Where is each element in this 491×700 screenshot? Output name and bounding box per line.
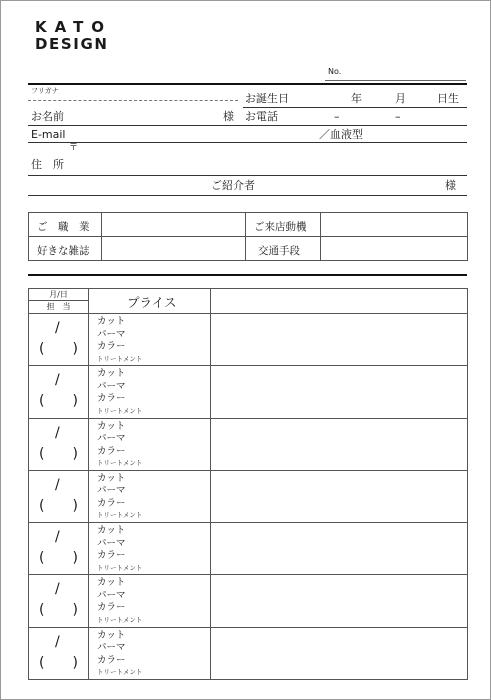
service-item: パーマ <box>97 642 126 654</box>
service-item: トリートメント <box>97 406 143 415</box>
transport-value <box>321 237 468 261</box>
date-slash: / <box>55 581 60 598</box>
motive-cell <box>246 213 321 237</box>
staff-parentheses: ( ) <box>39 654 78 671</box>
address-line <box>28 175 467 176</box>
logo-line-2: DESIGN <box>35 35 109 53</box>
service-item: トリートメント <box>97 615 143 624</box>
service-item: カラー <box>97 341 126 352</box>
visit-notes-cell <box>211 418 468 470</box>
visit-notes-cell <box>211 366 468 418</box>
transport-label: 交通手段 <box>258 245 300 257</box>
visit-history-table <box>28 288 468 680</box>
visit-date-cell <box>29 314 89 366</box>
service-item: カット <box>97 629 126 641</box>
visit-row <box>29 366 468 418</box>
staff-header: 担 当 <box>46 302 71 311</box>
service-item: トリートメント <box>97 511 143 520</box>
magazine-cell <box>29 237 102 261</box>
service-item: カット <box>97 368 126 380</box>
staff-parentheses: ( ) <box>39 445 78 462</box>
staff-parentheses: ( ) <box>39 393 78 410</box>
date-staff-header <box>29 289 89 314</box>
referrer-honorific: 様 <box>445 179 456 192</box>
visit-services-cell <box>89 575 211 627</box>
service-item: パーマ <box>97 589 126 601</box>
customer-info-table <box>28 212 468 261</box>
staff-parentheses: ( ) <box>39 497 78 514</box>
phone-dash-1: – <box>334 110 340 123</box>
name-label: お名前 <box>31 110 64 123</box>
email-line <box>28 142 467 143</box>
date-slash: / <box>55 476 60 493</box>
visit-date-cell <box>29 470 89 522</box>
occupation-cell <box>29 213 102 237</box>
email-label: E-mail <box>31 128 66 141</box>
service-item: カラー <box>97 602 126 614</box>
service-item: トリートメント <box>97 459 143 468</box>
magazine-value <box>102 237 246 261</box>
visit-services-cell <box>89 470 211 522</box>
service-item: カラー <box>97 497 126 509</box>
service-item: トリートメント <box>97 354 143 363</box>
visit-notes-cell <box>211 575 468 627</box>
price-header: プライス <box>127 294 177 310</box>
visit-notes-cell <box>211 314 468 366</box>
referrer-line <box>28 195 467 196</box>
visit-date-cell <box>29 627 89 679</box>
motive-value <box>321 213 468 237</box>
service-item: カラー <box>97 445 126 457</box>
visit-services-cell <box>89 314 211 366</box>
service-item: トリートメント <box>97 563 143 572</box>
date-slash: / <box>55 529 60 546</box>
visit-row <box>29 575 468 627</box>
staff-parentheses: ( ) <box>39 341 78 357</box>
month-label: 月 <box>395 92 406 105</box>
birthday-line <box>243 107 467 108</box>
staff-parentheses: ( ) <box>39 602 78 619</box>
furigana-label: フリガナ <box>31 87 59 95</box>
visit-notes-cell <box>211 470 468 522</box>
visit-services-cell <box>89 418 211 470</box>
visit-date-cell <box>29 366 89 418</box>
address-label: 住 所 <box>31 158 64 171</box>
motive-label: ご来店動機 <box>254 221 307 233</box>
service-item: カット <box>97 525 126 537</box>
staff-parentheses: ( ) <box>39 550 78 567</box>
date-slash: / <box>55 633 60 650</box>
transport-cell <box>246 237 321 261</box>
service-item: パーマ <box>97 433 126 445</box>
visit-row <box>29 627 468 679</box>
blood-type-label: ／血液型 <box>319 128 363 141</box>
visit-date-cell <box>29 418 89 470</box>
occupation-label: ご 職 業 <box>37 221 90 233</box>
date-slash: / <box>55 372 60 389</box>
logo-line-1: KATO <box>35 18 113 36</box>
notes-header-cell <box>211 289 468 314</box>
visit-row <box>29 523 468 575</box>
service-item: パーマ <box>97 380 126 392</box>
service-item: トリートメント <box>97 668 143 677</box>
visit-notes-cell <box>211 627 468 679</box>
furigana-line <box>28 100 238 101</box>
referrer-label: ご紹介者 <box>211 179 255 192</box>
number-line <box>325 80 466 81</box>
visit-services-cell <box>89 523 211 575</box>
phone-label: お電話 <box>245 110 278 123</box>
header-rule <box>28 83 467 85</box>
section-rule <box>28 274 467 276</box>
service-item: パーマ <box>97 485 126 497</box>
service-item: カラー <box>97 393 126 405</box>
service-item: カット <box>97 420 126 432</box>
service-item: カット <box>97 577 126 589</box>
service-item: カット <box>97 472 126 484</box>
price-header-cell <box>89 289 211 314</box>
number-label: No. <box>328 67 342 76</box>
service-item: パーマ <box>97 537 126 549</box>
name-honorific: 様 <box>223 110 234 123</box>
date-slash: / <box>55 320 60 336</box>
service-item: カラー <box>97 550 126 562</box>
occupation-value <box>102 213 246 237</box>
day-label: 日生 <box>437 92 459 105</box>
visit-notes-cell <box>211 523 468 575</box>
visit-row <box>29 314 468 366</box>
visit-services-cell <box>89 627 211 679</box>
visit-services-cell <box>89 366 211 418</box>
year-label: 年 <box>351 92 362 105</box>
birthday-label: お誕生日 <box>245 92 289 105</box>
visit-date-cell <box>29 575 89 627</box>
visit-row <box>29 418 468 470</box>
service-item: カット <box>97 316 126 327</box>
brand-logo <box>35 19 112 53</box>
visit-row <box>29 470 468 522</box>
postal-mark: 〒 <box>69 143 79 153</box>
date-slash: / <box>55 424 60 441</box>
visit-date-cell <box>29 523 89 575</box>
phone-dash-2: – <box>395 110 401 123</box>
name-line <box>28 125 467 126</box>
date-header: 月/日 <box>29 289 88 301</box>
service-item: カラー <box>97 654 126 666</box>
magazine-label: 好きな雑誌 <box>37 245 90 257</box>
service-item: パーマ <box>97 328 126 340</box>
